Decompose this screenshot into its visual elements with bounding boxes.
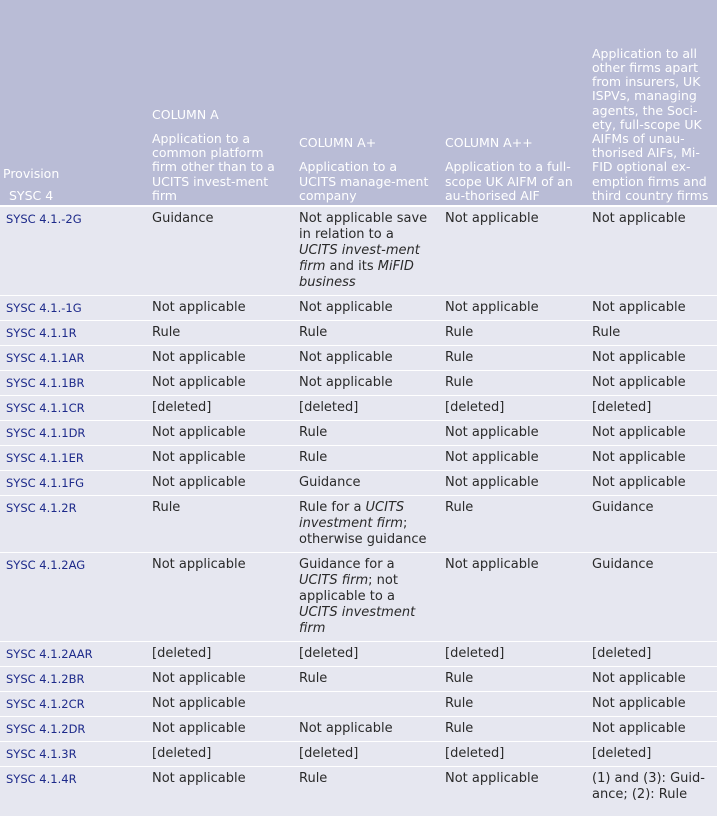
column-a-plus-plus-desc: Application to a full-scope UK AIFM of an au-thorised AIF: [445, 159, 573, 203]
column-a-cell: Not applicable: [145, 421, 292, 446]
column-a-cell: Not applicable: [145, 471, 292, 496]
cell-text-part: and its: [325, 259, 378, 274]
column-a-plus-plus-cell: Not applicable: [438, 471, 585, 496]
column-all-other-cell: (1) and (3): Guid-ance; (2): Rule: [585, 767, 717, 808]
column-a-cell: Not applicable: [145, 296, 292, 321]
column-a-plus-cell: Rule: [292, 421, 438, 446]
column-all-other-cell: Not applicable: [585, 717, 717, 742]
column-all-other-desc: Application to all other firms apart from insurers, UK ISPVs, managing agents, the Soci-ety, full-scope UK AIFMs of unau-thorised AIFs, Mi-FID optional ex-emption firms and third country firms: [592, 45, 709, 203]
column-a-cell: Guidance: [145, 206, 292, 296]
table-row: [0, 667, 717, 692]
table-row: [0, 471, 717, 496]
column-a-plus-plus-cell: Rule: [438, 667, 585, 692]
column-all-other-cell: Guidance: [585, 553, 717, 642]
column-a-plus-cell: Rule: [292, 321, 438, 346]
column-a-plus-cell: [deleted]: [292, 742, 438, 767]
cell-text-part: MiFID business: [299, 259, 414, 290]
column-a-cell: Not applicable: [145, 346, 292, 371]
provision-cell: SYSC 4.1.-1G: [0, 296, 145, 321]
column-all-other-cell: Not applicable: [585, 667, 717, 692]
column-a-plus-cell: Rule: [292, 767, 438, 808]
column-a-plus-cell: [292, 692, 438, 717]
provision-cell: SYSC 4.1.3R: [0, 742, 145, 767]
column-a-cell: Not applicable: [145, 371, 292, 396]
column-a-plus-cell: [292, 553, 438, 642]
column-a-cell: [deleted]: [145, 642, 292, 667]
column-a-cell: Rule: [145, 321, 292, 346]
cell-text-part: Guidance for a: [299, 557, 395, 572]
column-a-plus-plus-cell: [deleted]: [438, 642, 585, 667]
column-all-other-cell: [deleted]: [585, 742, 717, 767]
column-a-cell: Not applicable: [145, 667, 292, 692]
column-a-plus-plus-cell: Not applicable: [438, 421, 585, 446]
column-a-plus-plus-header: [438, 0, 585, 206]
column-all-other-cell: Not applicable: [585, 296, 717, 321]
provision-cell: SYSC 4.1.1ER: [0, 446, 145, 471]
column-all-other-cell: Not applicable: [585, 421, 717, 446]
table-row: [0, 767, 717, 808]
provision-cell: SYSC 4.1.2DR: [0, 717, 145, 742]
cell-text-part: ; otherwise guidance: [299, 516, 427, 547]
column-a-desc: Application to a common platform firm other than to a UCITS invest-ment firm: [152, 130, 275, 203]
column-a-cell: Not applicable: [145, 553, 292, 642]
column-a-name: COLUMN A: [152, 106, 219, 122]
column-a-plus-cell: Rule: [292, 667, 438, 692]
table-header: [0, 0, 717, 206]
table-row: [0, 346, 717, 371]
column-all-other-cell: Not applicable: [585, 206, 717, 296]
column-a-plus-cell: [deleted]: [292, 642, 438, 667]
column-all-other-header: [585, 0, 717, 206]
column-all-other-cell: [deleted]: [585, 396, 717, 421]
column-a-plus-plus-cell: Rule: [438, 371, 585, 396]
column-a-plus-plus-cell: [deleted]: [438, 396, 585, 421]
column-a-plus-plus-cell: Rule: [438, 496, 585, 553]
provision-cell: SYSC 4.1.4R: [0, 767, 145, 808]
provision-sub-label: SYSC 4: [9, 187, 54, 203]
column-a-cell: Not applicable: [145, 446, 292, 471]
table-body: [0, 206, 717, 807]
column-a-plus-desc: Application to a UCITS manage-ment company: [299, 159, 429, 203]
table-row: [0, 421, 717, 446]
column-a-plus-plus-cell: Not applicable: [438, 446, 585, 471]
column-all-other-cell: Not applicable: [585, 692, 717, 717]
column-all-other-cell: Not applicable: [585, 446, 717, 471]
column-a-cell: Not applicable: [145, 692, 292, 717]
provision-cell: SYSC 4.1.-2G: [0, 206, 145, 296]
column-a-cell: [deleted]: [145, 396, 292, 421]
cell-text-part: UCITS investment firm: [299, 500, 405, 531]
provision-cell: SYSC 4.1.2AG: [0, 553, 145, 642]
provision-cell: SYSC 4.1.1R: [0, 321, 145, 346]
provision-cell: SYSC 4.1.1FG: [0, 471, 145, 496]
provision-cell: SYSC 4.1.1DR: [0, 421, 145, 446]
column-a-cell: Rule: [145, 496, 292, 553]
column-all-other-cell: Not applicable: [585, 371, 717, 396]
column-a-plus-plus-cell: Rule: [438, 692, 585, 717]
table-row: [0, 446, 717, 471]
provision-header: [0, 0, 145, 206]
table-row: [0, 553, 717, 642]
column-a-plus-cell: [deleted]: [292, 396, 438, 421]
table-row: [0, 396, 717, 421]
provision-cell: SYSC 4.1.2AAR: [0, 642, 145, 667]
column-a-plus-cell: Not applicable: [292, 371, 438, 396]
column-a-plus-cell: [292, 206, 438, 296]
column-a-cell: [deleted]: [145, 742, 292, 767]
column-a-cell: Not applicable: [145, 767, 292, 808]
column-a-plus-cell: Not applicable: [292, 296, 438, 321]
column-a-plus-cell: [292, 496, 438, 553]
column-a-plus-plus-cell: [deleted]: [438, 742, 585, 767]
column-all-other-cell: Guidance: [585, 496, 717, 553]
column-a-plus-cell: Guidance: [292, 471, 438, 496]
table-row: [0, 692, 717, 717]
column-a-plus-plus-cell: Not applicable: [438, 553, 585, 642]
column-all-other-cell: Not applicable: [585, 471, 717, 496]
cell-text-part: ; not applicable to a: [299, 573, 398, 604]
provision-cell: SYSC 4.1.2BR: [0, 667, 145, 692]
column-a-plus-plus-cell: Not applicable: [438, 296, 585, 321]
column-a-plus-plus-cell: Rule: [438, 346, 585, 371]
table-row: [0, 321, 717, 346]
column-a-plus-header: [292, 0, 438, 206]
table-row: [0, 496, 717, 553]
provision-cell: SYSC 4.1.1CR: [0, 396, 145, 421]
column-a-plus-cell: Rule: [292, 446, 438, 471]
column-a-plus-cell: Not applicable: [292, 717, 438, 742]
table-row: [0, 206, 717, 296]
cell-text-part: UCITS investment firm: [299, 605, 416, 636]
table-row: [0, 642, 717, 667]
column-a-plus-plus-cell: Rule: [438, 321, 585, 346]
column-a-plus-cell: Not applicable: [292, 346, 438, 371]
column-all-other-cell: Not applicable: [585, 346, 717, 371]
provision-cell: SYSC 4.1.2CR: [0, 692, 145, 717]
column-all-other-cell: [deleted]: [585, 642, 717, 667]
column-a-plus-plus-name: COLUMN A++: [445, 135, 533, 151]
column-a-plus-name: COLUMN A+: [299, 135, 377, 151]
provision-cell: SYSC 4.1.1BR: [0, 371, 145, 396]
table-row: [0, 717, 717, 742]
cell-text-part: Not applicable save in relation to a: [299, 211, 428, 242]
table-row: [0, 371, 717, 396]
column-a-header: [145, 0, 292, 206]
column-a-plus-plus-cell: Not applicable: [438, 206, 585, 296]
cell-text-part: Rule for a: [299, 500, 366, 515]
provision-label: Provision: [3, 165, 60, 181]
provision-cell: SYSC 4.1.1AR: [0, 346, 145, 371]
table-row: [0, 742, 717, 767]
cell-text-part: UCITS firm: [299, 573, 369, 588]
provision-cell: SYSC 4.1.2R: [0, 496, 145, 553]
table-row: [0, 296, 717, 321]
column-a-plus-plus-cell: Not applicable: [438, 767, 585, 808]
column-a-cell: Not applicable: [145, 717, 292, 742]
cell-text-part: UCITS invest-ment firm: [299, 243, 420, 274]
column-a-plus-plus-cell: Rule: [438, 717, 585, 742]
column-all-other-cell: Rule: [585, 321, 717, 346]
